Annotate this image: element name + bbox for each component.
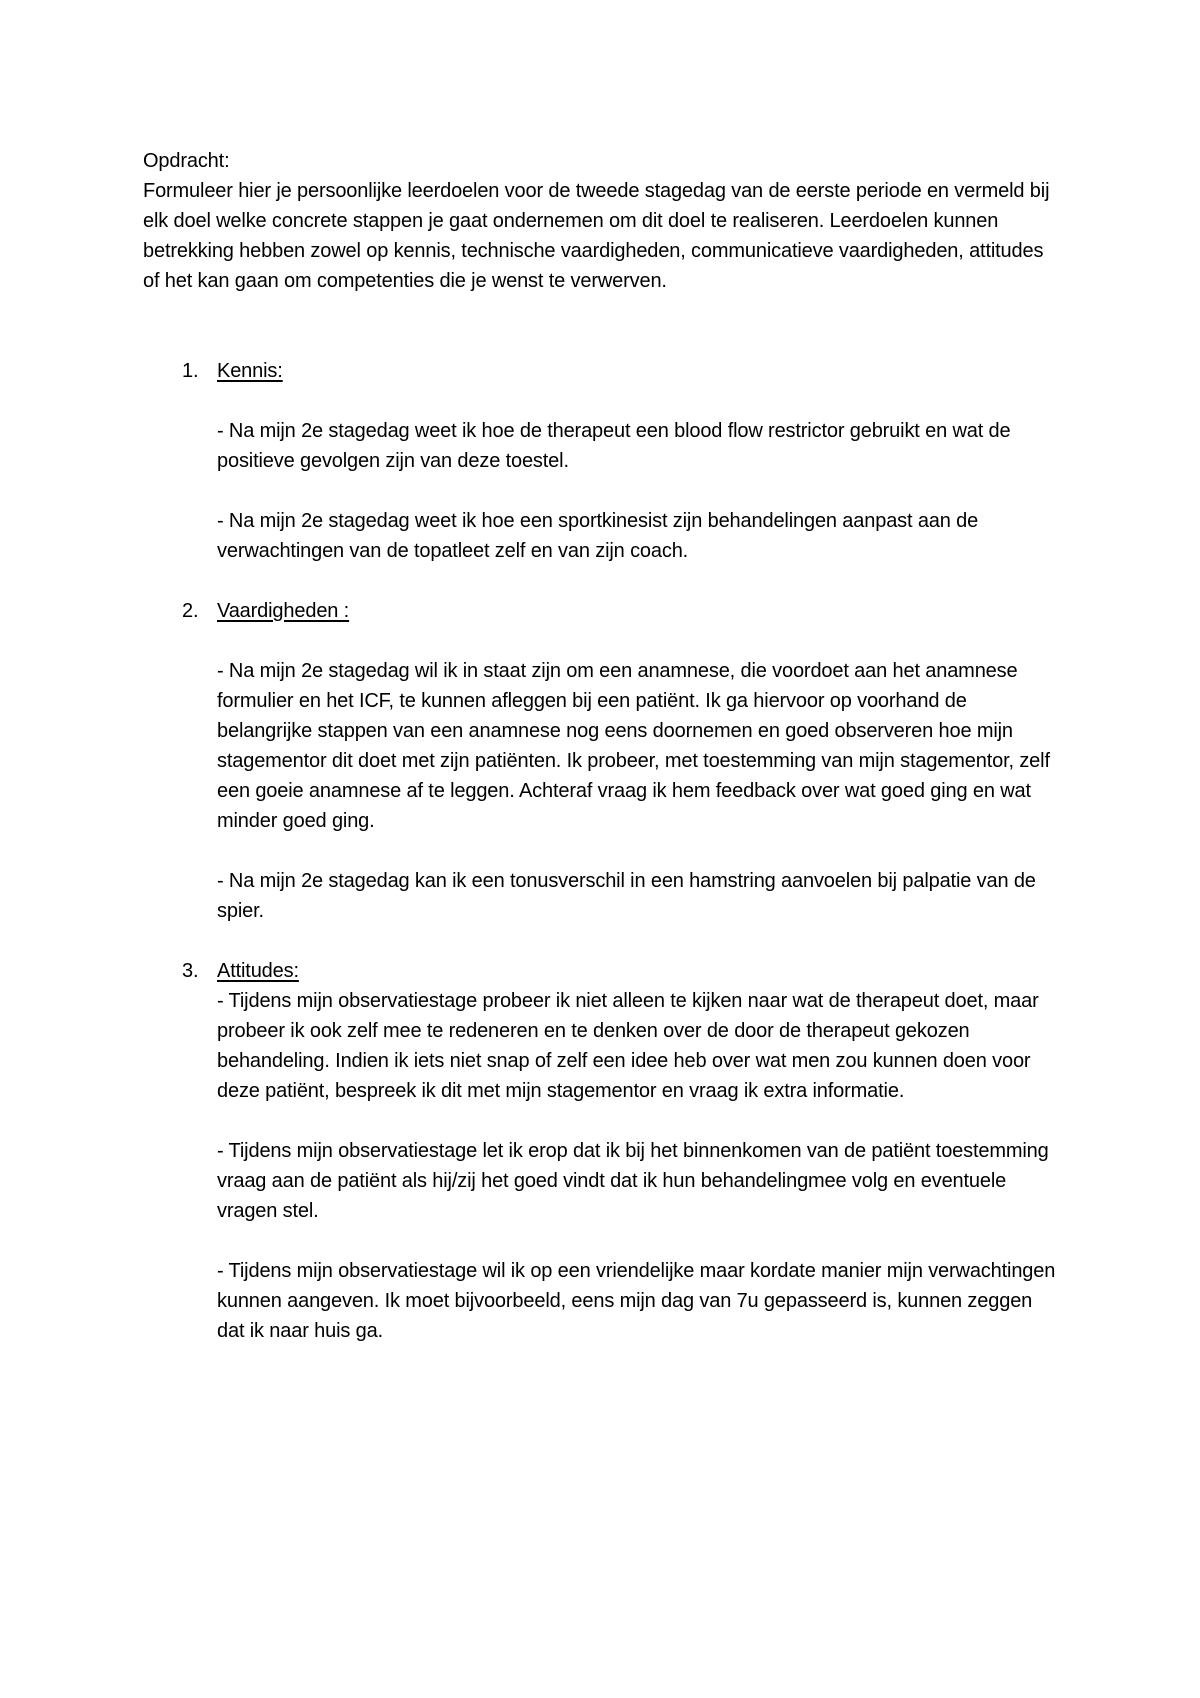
learning-goal-paragraph: - Na mijn 2e stagedag weet ik hoe de therapeut een blood flow restrictor gebruikt en wat de positieve gevolgen zijn van deze toestel.	[217, 420, 1011, 472]
learning-goal-paragraph: - Na mijn 2e stagedag kan ik een tonusverschil in een hamstring aanvoelen bij palpatie van de spier.	[217, 870, 1036, 922]
learning-goal-paragraph: - Tijdens mijn observatiestage wil ik op een vriendelijke maar kordate manier mijn verwachtingen kunnen aangeven. Ik moet bijvoorbeeld, eens mijn dag van 7u gepasseerd is, kunnen zeggen dat ik naar huis ga.	[217, 1260, 1056, 1342]
section-number: 3.	[182, 960, 199, 982]
section-header	[143, 956, 1058, 986]
section-attitudes	[143, 956, 1058, 1346]
section-title: Vaardigheden :	[217, 600, 350, 622]
learning-goal-paragraph: - Na mijn 2e stagedag wil ik in staat zijn om een anamnese, die voordoet aan het anamnese formulier en het ICF, te kunnen afleggen bij een patiënt. Ik ga hiervoor op voorhand de belangrijke stappen van een anamnese nog eens doornemen en goed observeren hoe mijn stagementor dit doet met zijn patiënten. Ik probeer, met toestemming van mijn stagementor, zelf een goeie anamnese af te leggen. Achteraf vraag ik hem feedback over wat goed ging en wat minder goed ging.	[217, 660, 1050, 832]
section-skills	[143, 596, 1058, 926]
document-body	[143, 146, 1058, 1376]
section-number: 1.	[182, 360, 199, 382]
section-number: 2.	[182, 600, 199, 622]
section-title: Attitudes:	[217, 960, 299, 982]
section-body	[217, 416, 1058, 566]
section-header	[143, 596, 1058, 626]
learning-goal-paragraph: - Tijdens mijn observatiestage probeer ik niet alleen te kijken naar wat de therapeut doet, maar probeer ik ook zelf mee te redeneren en te denken over de door de therapeut gekozen behandeling. Indien ik iets niet snap of zelf een idee heb over wat men zou kunnen doen voor deze patiënt, bespreek ik dit met mijn stagementor en vraag ik extra informatie.	[217, 990, 1039, 1102]
section-header	[143, 356, 1058, 386]
learning-goal-paragraph: - Na mijn 2e stagedag weet ik hoe een sportkinesist zijn behandelingen aanpast aan de verwachtingen van de topatleet zelf en van zijn coach.	[217, 510, 979, 562]
learning-goal-paragraph: - Tijdens mijn observatiestage let ik erop dat ik bij het binnenkomen van de patiënt toestemming vraag aan de patiënt als hij/zij het goed vindt dat ik hun behandelingmee volg en eventuele vragen stel.	[217, 1140, 1049, 1222]
assignment-instructions: Formuleer hier je persoonlijke leerdoelen voor de tweede stagedag van de eerste periode en vermeld bij elk doel welke concrete stappen je gaat ondernemen om dit doel te realiseren. Leerdoelen kunnen betrekking hebben zowel op kennis, technische vaardigheden, communicatieve vaardigheden, attitudes of het kan gaan om competenties die je wenst te verwerven.	[143, 180, 1050, 292]
section-body	[217, 656, 1058, 926]
assignment-heading: Opdracht:	[143, 150, 230, 172]
section-knowledge	[143, 356, 1058, 566]
section-title: Kennis:	[217, 360, 283, 382]
section-body	[217, 986, 1058, 1346]
